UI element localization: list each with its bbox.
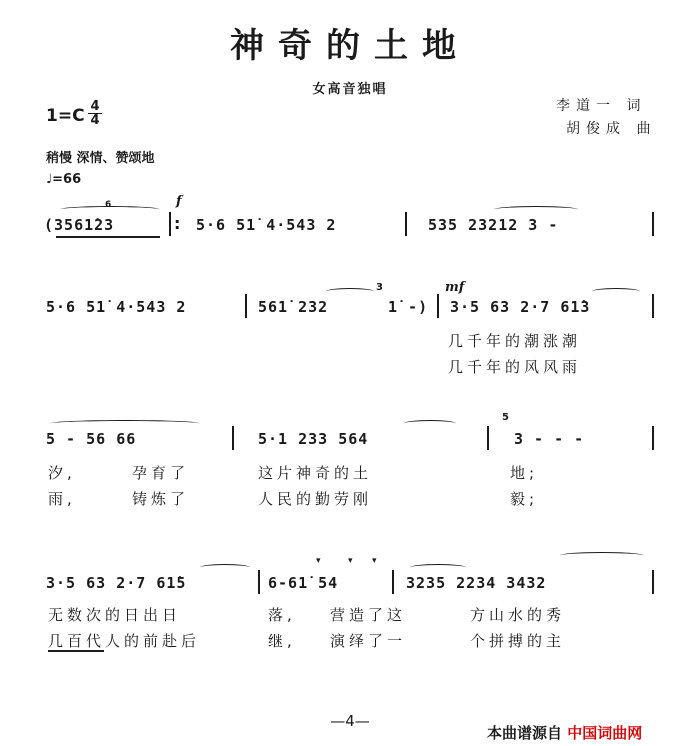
source-credit bbox=[487, 722, 642, 743]
slur bbox=[404, 420, 456, 427]
lyric-syllable: 雨, bbox=[48, 490, 76, 508]
slur bbox=[592, 288, 640, 295]
grace-note: 3 bbox=[376, 282, 383, 293]
measure-notes: 6-61̇ 54 bbox=[268, 574, 339, 592]
lyric-syllable: 营造了这 bbox=[330, 606, 407, 624]
barline bbox=[652, 294, 654, 318]
repeat-barline bbox=[437, 294, 439, 318]
accent-mark: ▾ bbox=[372, 556, 377, 566]
lyric-syllable: 落, bbox=[268, 606, 296, 624]
measure-notes: 3·5 63 2·7 61̇5 bbox=[46, 574, 187, 592]
lyric-syllable: 毅; bbox=[510, 490, 539, 508]
lyric-verse-2: 几千年的风风雨 bbox=[448, 358, 582, 376]
composer-credit: 胡俊成 曲 bbox=[566, 121, 657, 137]
barline bbox=[652, 570, 654, 594]
lyric-syllable: 孕育了 bbox=[132, 464, 190, 482]
measure-notes: 3 - - - bbox=[514, 430, 585, 448]
barline bbox=[258, 570, 260, 594]
time-sig-bottom: 4 bbox=[90, 113, 100, 128]
lyricist-credit: 李道一 词 bbox=[556, 98, 647, 114]
accent-mark: ▾ bbox=[316, 556, 321, 566]
slur bbox=[326, 288, 374, 295]
lyric-underline bbox=[48, 650, 104, 652]
lyric-verse-1: 几千年的潮涨潮 bbox=[448, 332, 582, 350]
slur bbox=[560, 552, 644, 559]
barline bbox=[245, 294, 247, 318]
measure-notes: 3235 2234 3432 bbox=[406, 574, 547, 592]
measure-notes: 1̇ -) bbox=[388, 298, 429, 316]
intro-notes: (3561̇23 bbox=[44, 216, 115, 234]
lyric-syllable: 这片神奇的土 bbox=[258, 464, 373, 482]
underline bbox=[56, 236, 160, 238]
measure-notes: 5·6 51̇ 4·543 2 bbox=[196, 216, 337, 234]
lyric-syllable: 个拼搏的主 bbox=[470, 632, 566, 650]
lyric-syllable: 铸炼了 bbox=[132, 490, 190, 508]
song-title: 神奇的土地 bbox=[230, 26, 470, 66]
barline bbox=[487, 426, 489, 450]
barline bbox=[232, 426, 234, 450]
measure-notes: 561̇ 232 bbox=[258, 298, 329, 316]
measure-notes: 5 - 56 66 bbox=[46, 430, 137, 448]
slur-mark: 6 bbox=[105, 200, 112, 210]
repeat-barline bbox=[169, 212, 171, 236]
slur bbox=[410, 564, 466, 571]
slur bbox=[494, 206, 578, 213]
time-signature bbox=[88, 100, 102, 127]
lyric-syllable: 几百代人的前赴后 bbox=[48, 632, 201, 650]
lyric-syllable: 方山水的秀 bbox=[470, 606, 566, 624]
barline bbox=[392, 570, 394, 594]
barline bbox=[652, 212, 654, 236]
site-name-link[interactable]: 中国词曲网 bbox=[567, 724, 643, 742]
dynamic-marking: f bbox=[176, 194, 182, 209]
grace-note: 5 bbox=[502, 412, 509, 423]
repeat-dots: : bbox=[174, 214, 181, 233]
lyric-syllable: 无数次的日出日 bbox=[48, 606, 182, 624]
tempo-marking: ♩=66 bbox=[46, 172, 82, 187]
lyric-syllable: 演绎了一 bbox=[330, 632, 407, 650]
lyric-syllable: 地; bbox=[510, 464, 539, 482]
lyric-syllable: 继, bbox=[268, 632, 296, 650]
slur bbox=[60, 206, 160, 213]
page-number: —4— bbox=[330, 712, 370, 730]
tie bbox=[50, 420, 200, 427]
measure-notes: 535 23212 3 - bbox=[428, 216, 559, 234]
barline bbox=[652, 426, 654, 450]
time-sig-top: 4 bbox=[88, 100, 102, 114]
source-label: 本曲谱源自 bbox=[487, 724, 563, 742]
slur bbox=[200, 564, 250, 571]
measure-notes: 3·5 63 2·7 61̇3 bbox=[450, 298, 591, 316]
dynamic-marking: mf bbox=[445, 280, 465, 295]
key-signature: 1=C bbox=[46, 106, 85, 126]
barline bbox=[405, 212, 407, 236]
accent-mark: ▾ bbox=[348, 556, 353, 566]
lyric-syllable: 人民的勤劳刚 bbox=[258, 490, 373, 508]
measure-notes: 5·1 233 564 bbox=[258, 430, 369, 448]
expression-marking: 稍慢 深情、赞颂地 bbox=[46, 151, 155, 166]
song-subtitle: 女高音独唱 bbox=[312, 82, 388, 97]
lyric-syllable: 汐, bbox=[48, 464, 76, 482]
measure-notes: 5·6 51̇ 4·543 2 bbox=[46, 298, 187, 316]
